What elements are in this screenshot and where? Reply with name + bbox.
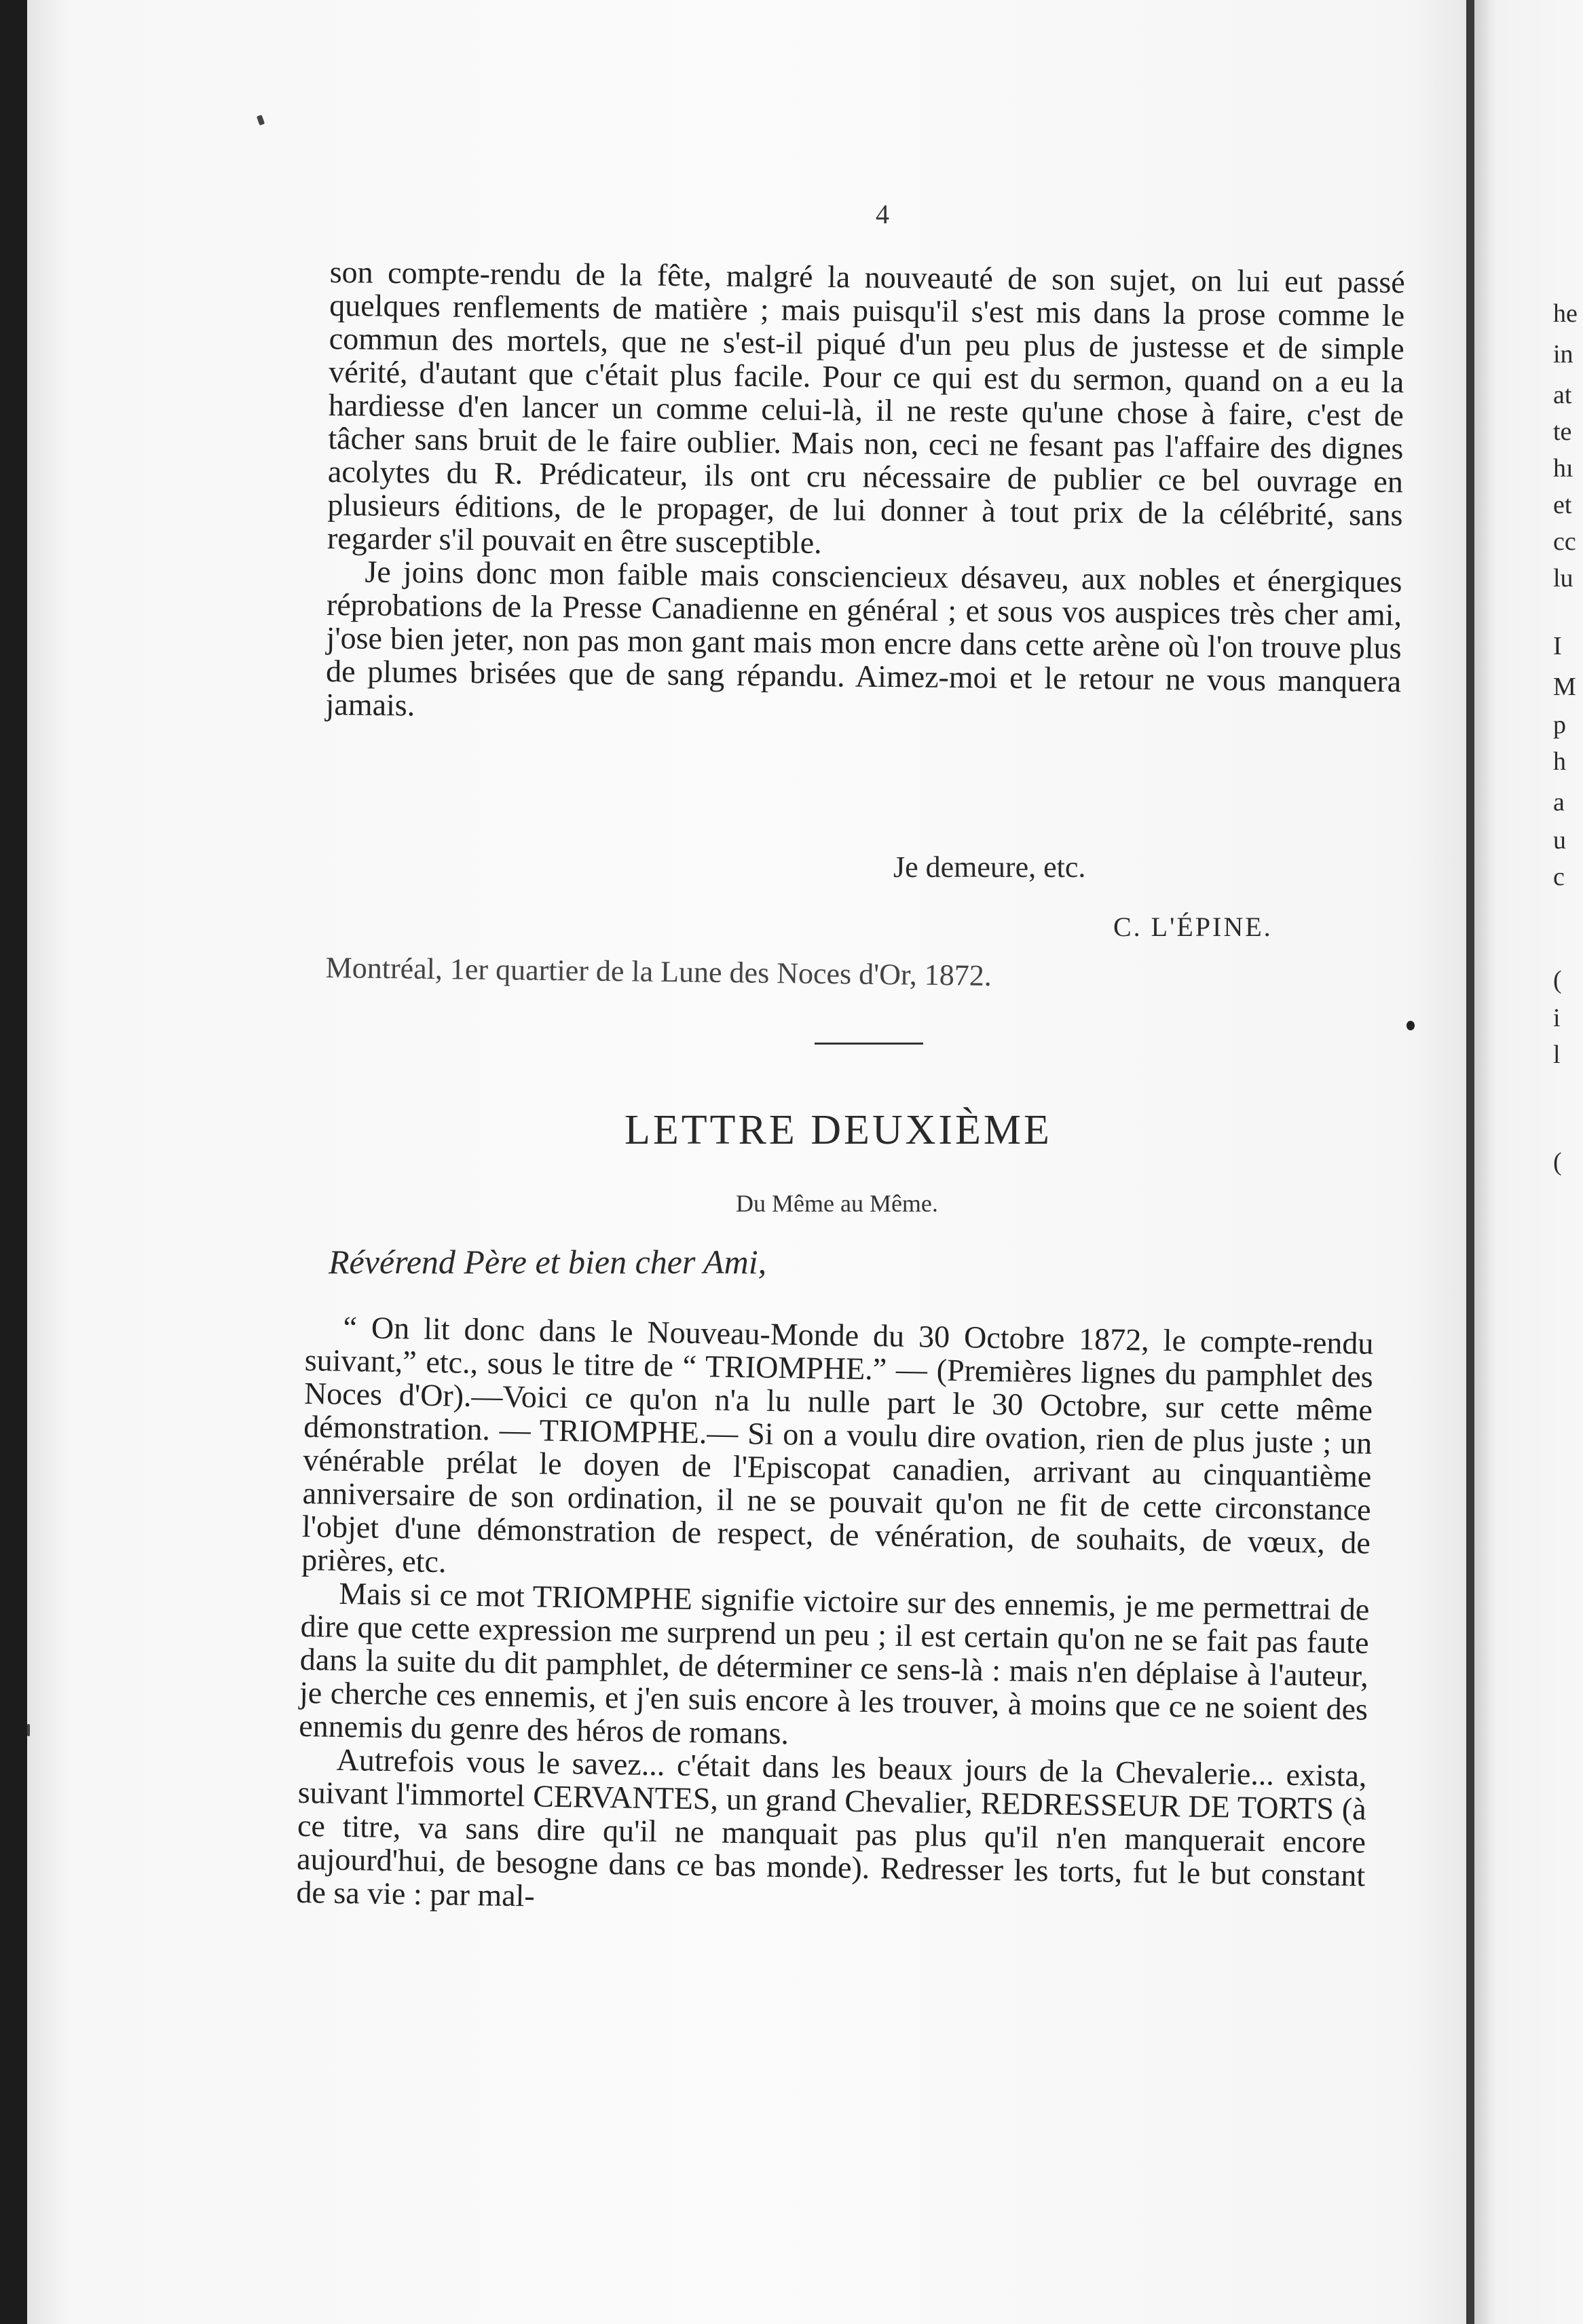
- letter-salutation: Révérend Père et bien cher Ami,: [329, 1243, 767, 1281]
- letter-two-paragraph-2: Mais si ce mot TRIOMPHE signifie victoire sur des ennemis, je me permettrai de dire que cette expression me surprend un peu ; il est certain qu'on ne se fait pas faute dans la suite du dit pamphlet, de déterminer ce sens-là : mais n'en déplaise à l'auteur, je cherche ces ennemis, et j'en suis encore à les trouver, à moins que ce ne soient des ennemis du genre des héros de romans.: [298, 1575, 1370, 1751]
- adjacent-page-fragment: h: [1553, 747, 1566, 776]
- adjacent-page-fragment: l: [1553, 1041, 1561, 1069]
- letter-two-body: [296, 1310, 1374, 1926]
- print-speck: [257, 115, 265, 126]
- adjacent-page-fragment: u: [1553, 826, 1566, 855]
- adjacent-page-fragment: in: [1553, 340, 1573, 369]
- letter-one-paragraph-2: Je joins donc mon faible mais consciencieux désaveu, aux nobles et énergiques réprobations de la Presse Canadienne en général ; et sous vos auspices très cher ami, j'ose bien jeter, non pas mon gant mais mon encre dans cette arène où l'on trouve plus de plumes brisées que de sang répandu. Aimez-moi et le retour ne vous manquera jamais.: [325, 554, 1402, 723]
- letter-dateline: Montréal, 1er quartier de la Lune des Noces d'Or, 1872.: [325, 950, 992, 992]
- adjacent-page-fragment: i: [1553, 1004, 1561, 1032]
- book-page: [27, 0, 1466, 2324]
- letter-two-paragraph-1: “ On lit donc dans le Nouveau-Monde du 30 Octobre 1872, le compte-rendu suivant,” etc., sous le titre de “ TRIOMPHE.” — (Premières lignes du pamphlet des Noces d'Or).—Voici ce qu'on n'a lu nulle part le 30 Octobre, sur cette même démonstration. — TRIOMPHE.— Si on a voulu dire ovation, rien de plus juste ; un vénérable prélat le doyen de l'Episcopat canadien, arrivant au cinquantième anniversaire de son ordination, il ne se pouvait qu'on ne fit de cette circonstance l'objet d'une démonstration de respect, de vénération, de souhaits, de vœux, de prières, etc.: [301, 1309, 1374, 1579]
- adjacent-page-fragment: he: [1553, 299, 1578, 328]
- section-subheading: Du Même au Même.: [736, 1190, 938, 1217]
- edge-mark: [27, 1724, 30, 1736]
- adjacent-page-fragment: (: [1553, 1148, 1562, 1176]
- adjacent-page-fragment: p: [1553, 711, 1566, 739]
- section-heading: LETTRE DEUXIÈME: [625, 1107, 1052, 1153]
- print-dot: [1407, 1021, 1415, 1030]
- adjacent-page-fragment: et: [1553, 491, 1572, 519]
- adjacent-page-fragment: lu: [1553, 564, 1573, 593]
- adjacent-page-fragment: at: [1553, 381, 1572, 409]
- letter-two-paragraph-3: Autrefois vous le savez... c'était dans les beaux jours de la Chevalerie... exista, suivant l'immortel CERVANTES, un grand Chevalier, REDRESSEUR DE TORTS (à ce titre, va sans dire qu'il ne manquait pas plus qu'il n'en manquerait encore aujourd'hui, de besogne dans ce bas monde). Redresser les torts, fut le but constant de sa vie : par mal-: [296, 1742, 1367, 1913]
- letter-one-paragraph-1: son compte-rendu de la fête, malgré la nouveauté de son sujet, on lui eut passé quelques renflements de matière ; mais puisqu'il s'est mis dans la prose comme le commun des mortels, que ne s'est-il piqué d'un peu plus de justesse et de simple vérité, d'autant que c'était plus facile. Pour ce qui est du sermon, quand on a eu la hardiesse d'en lancer un comme celui-là, il ne reste qu'une chose à faire, c'est de tâcher sans bruit de le faire oublier. Mais non, ceci ne fesant pas l'affaire des dignes acolytes du R. Prédicateur, ils ont cru nécessaire de publier ce bel ouvrage en plusieurs éditions, de le propager, de lui donner à tout prix de la célébrité, sans regarder s'il pouvait en être susceptible.: [327, 255, 1405, 560]
- adjacent-page-fragment: I: [1553, 632, 1562, 660]
- adjacent-page-fragment: cc: [1553, 527, 1576, 556]
- letter-one-body: [325, 255, 1405, 731]
- page-number: 4: [876, 199, 889, 229]
- section-divider: [815, 1043, 923, 1045]
- adjacent-page-fragment: M: [1553, 673, 1576, 701]
- letter-signature: C. L'ÉPINE.: [1113, 912, 1273, 942]
- adjacent-page-fragment: hı: [1553, 454, 1573, 483]
- letter-closing: Je demeure, etc.: [893, 850, 1086, 884]
- adjacent-page-fragment: a: [1553, 788, 1565, 817]
- adjacent-page-fragment: c: [1553, 863, 1565, 891]
- adjacent-page-fragment: te: [1553, 417, 1572, 446]
- adjacent-page-fragment: (: [1553, 966, 1562, 994]
